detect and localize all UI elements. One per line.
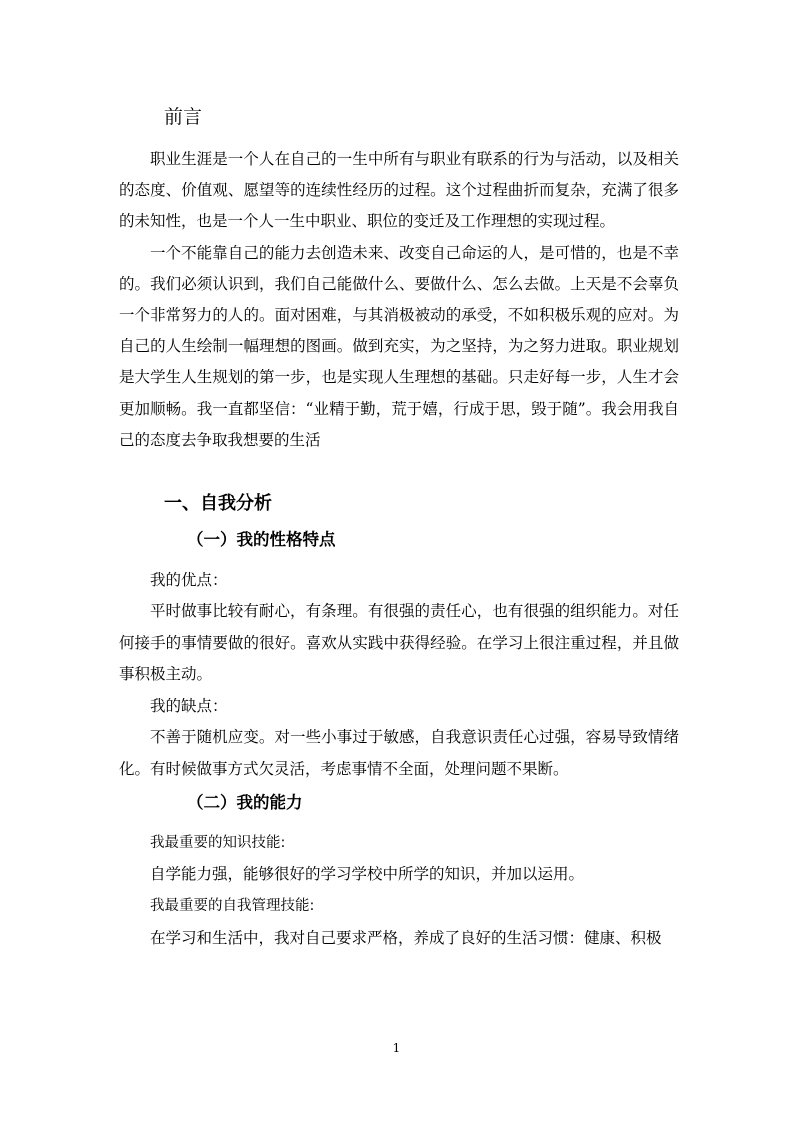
section-heading-self-analysis: 一、自我分析 [164,493,272,515]
knowledge-skills-label: 我最重要的知识技能: [150,834,286,851]
subheading-personality: （一）我的性格特点 [187,530,336,550]
strengths-label: 我的优点： [150,571,228,590]
self-management-paragraph: 在学习和生活中，我对自己要求严格，养成了良好的生活习惯：健康、积极 [150,928,662,947]
strengths-paragraph: 平时做事比较有耐心，有条理。有很强的责任心，也有很强的组织能力。对任何接手的事情要做的很好。喜欢从实践中获得经验。在学习上很注重过程，并且做事积极主动。 [119,602,679,683]
weaknesses-label: 我的缺点： [150,697,228,716]
page-content [119,102,679,954]
preface-paragraph-2: 一个不能靠自己的能力去创造未来、改变自己命运的人，是可惜的，也是不幸的。我们必须认识到，我们自己能做什么、要做什么、怎么去做。上天是不会辜负一个非常努力的人的。面对困难，与其消极被动的承受，不如积极乐观的应对。为自己的人生绘制一幅理想的图画。做到充实，为之坚持，为之努力进取。职业规划是大学生人生规划的第一步，也是实现人生理想的基础。只走好每一步，人生才会更加顺畅。我一直都坚信：“业精于勤，荒于嬉，行成于思，毁于随”。我会用我自己的态度去争取我想要的生活 [119,243,679,449]
preface-heading: 前言 [164,106,203,128]
preface-paragraph-1: 职业生涯是一个人在自己的一生中所有与职业有联系的行为与活动，以及相关的态度、价值观、愿望等的连续性经历的过程。这个过程曲折而复杂，充满了很多的未知性，也是一个人一生中职业、职位的变迁及工作理想的实现过程。 [119,150,679,231]
self-management-label: 我最重要的自我管理技能: [150,898,315,915]
subheading-abilities: （二）我的能力 [187,792,303,812]
page-number: 1 [392,1041,401,1055]
weaknesses-paragraph: 不善于随机应变。对一些小事过于敏感，自我意识责任心过强，容易导致情绪化。有时候做事方式欠灵活，考虑事情不全面，处理问题不果断。 [119,728,679,778]
knowledge-skills-paragraph: 自学能力强，能够很好的学习学校中所学的知识，并加以运用。 [150,865,585,884]
section-spacer [119,456,679,486]
